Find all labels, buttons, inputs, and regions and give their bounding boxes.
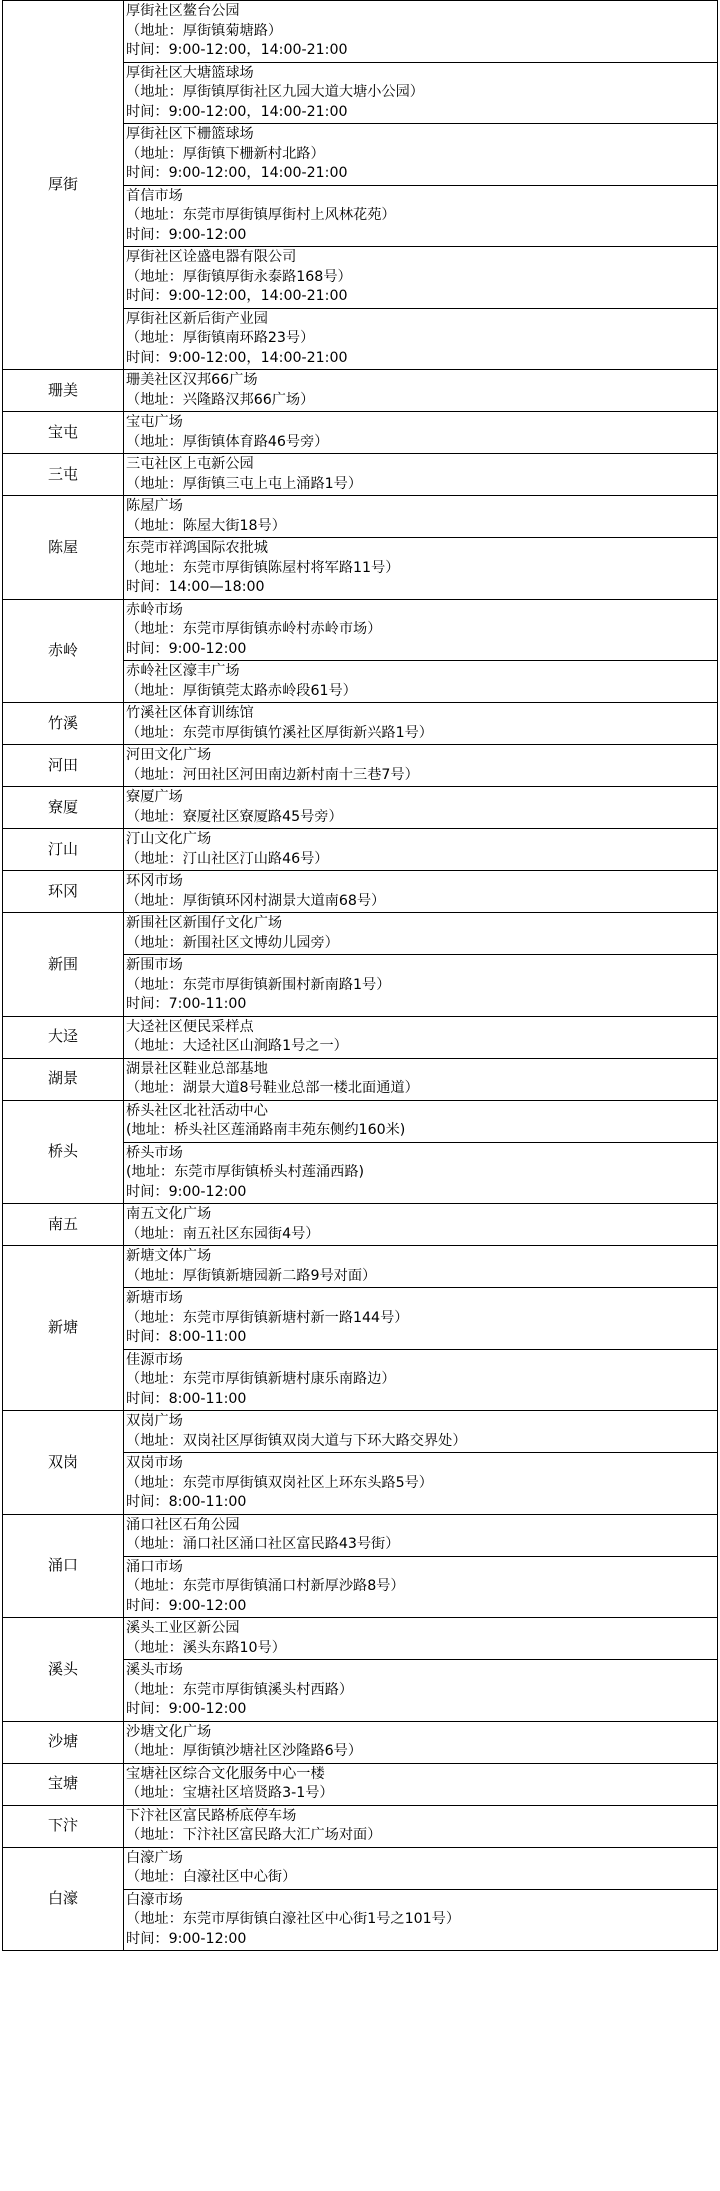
- region-cell: 汀山: [3, 829, 124, 871]
- site-name: 新塘市场: [126, 1290, 183, 1306]
- site-address: （地址：南五社区东园街4号）: [126, 1225, 320, 1242]
- site-cell: [124, 913, 718, 955]
- site-name: 南五文化广场: [126, 1206, 212, 1222]
- table-row: [3, 370, 718, 412]
- site-cell: [124, 62, 718, 124]
- site-cell: [124, 1, 718, 63]
- site-cell: [124, 124, 718, 186]
- site-address: （地址：溪头东路10号）: [126, 1639, 286, 1656]
- site-name: 寮厦广场: [126, 789, 183, 805]
- site-cell: [124, 1016, 718, 1058]
- site-hours: 时间：9:00-12:00: [126, 1597, 247, 1614]
- region-cell: 双岗: [3, 1411, 124, 1515]
- site-cell: [124, 1288, 718, 1350]
- site-name: 赤岭社区濠丰广场: [126, 663, 240, 679]
- table-row: [3, 1246, 718, 1288]
- site-cell: [124, 1100, 718, 1142]
- table-row: [3, 1514, 718, 1556]
- site-name: 涌口社区石角公园: [126, 1516, 240, 1533]
- site-address: （地址：厚街镇下栅新村北路）: [126, 145, 325, 162]
- site-address: （地址：厚街镇体育路46号旁）: [126, 433, 329, 450]
- table-row: [3, 1618, 718, 1660]
- site-address: （地址：厚街镇菊塘路）: [126, 22, 283, 39]
- site-name: 环冈市场: [126, 873, 183, 889]
- region-cell: 溪头: [3, 1618, 124, 1722]
- table-body: [3, 1, 718, 1951]
- site-address: （地址：东莞市厚街镇新围村新南路1号）: [126, 976, 391, 993]
- site-address: （地址：厚街镇厚街永泰路168号）: [126, 268, 352, 285]
- region-cell: 新塘: [3, 1246, 124, 1411]
- site-name: 溪头工业区新公园: [126, 1620, 240, 1636]
- site-name: 珊美社区汉邦66广场: [126, 372, 258, 388]
- site-address: （地址：双岗社区厚街镇双岗大道与下环大路交界处）: [126, 1432, 467, 1449]
- site-name: 陈屋广场: [126, 498, 183, 514]
- site-cell: [124, 1618, 718, 1660]
- site-name: 赤岭市场: [126, 601, 183, 618]
- site-address: (地址：桥头社区莲涌路南丰苑东侧约160米): [126, 1122, 406, 1138]
- site-address: （地址：东莞市厚街镇新塘村新一路144号）: [126, 1309, 409, 1326]
- site-name: 宝屯广场: [126, 414, 183, 430]
- site-cell: [124, 871, 718, 913]
- site-name: 三屯社区上屯新公园: [126, 456, 254, 472]
- site-cell: [124, 599, 718, 661]
- site-hours: 时间：8:00-11:00: [126, 1390, 247, 1407]
- site-address: （地址：东莞市厚街镇赤岭村赤岭市场）: [126, 621, 382, 637]
- site-name: 溪头市场: [126, 1662, 183, 1678]
- site-name: 厚街社区鳌台公园: [126, 3, 240, 19]
- region-cell: 下汴: [3, 1805, 124, 1847]
- table-row: [3, 1016, 718, 1058]
- region-cell: 珊美: [3, 370, 124, 412]
- site-name: 涌口市场: [126, 1558, 183, 1575]
- site-cell: [124, 370, 718, 412]
- site-address: （地址：涌口社区涌口社区富民路43号街）: [126, 1536, 400, 1552]
- region-cell: 三屯: [3, 454, 124, 496]
- site-cell: [124, 661, 718, 703]
- site-address: （地址：大迳社区山涧路1号之一）: [126, 1038, 348, 1054]
- site-hours: 时间：9:00-12:00，14:00-21:00: [126, 42, 348, 58]
- site-hours: 时间：9:00-12:00: [126, 1701, 247, 1717]
- site-cell: [124, 1805, 718, 1847]
- site-cell: [124, 745, 718, 787]
- site-cell: [124, 1660, 718, 1722]
- site-name: 首信市场: [126, 187, 183, 204]
- site-cell: [124, 185, 718, 247]
- site-address: （地址：陈屋大街18号）: [126, 517, 286, 534]
- site-address: （地址：河田社区河田南边新村南十三巷7号）: [126, 766, 419, 783]
- site-hours: 时间：9:00-12:00: [126, 1183, 247, 1200]
- table-row: [3, 496, 718, 538]
- site-address: （地址：白濠社区中心街）: [126, 1869, 297, 1885]
- site-cell: [124, 1058, 718, 1100]
- site-cell: [124, 1349, 718, 1411]
- table-row: [3, 1805, 718, 1847]
- site-cell: [124, 1204, 718, 1246]
- site-address: (地址：东莞市厚街镇桥头村莲涌西路): [126, 1164, 365, 1180]
- site-cell: [124, 247, 718, 309]
- site-cell: [124, 496, 718, 538]
- site-cell: [124, 787, 718, 829]
- site-hours: 时间：9:00-12:00: [126, 1930, 247, 1947]
- site-name: 湖景社区鞋业总部基地: [126, 1060, 268, 1077]
- site-cell: [124, 1142, 718, 1204]
- table-row: [3, 1411, 718, 1453]
- testing-sites-table: [2, 0, 718, 1951]
- site-address: （地址：新围社区文博幼儿园旁）: [126, 934, 339, 951]
- site-address: （地址：厚街镇厚街社区九园大道大塘小公园）: [126, 84, 424, 100]
- site-hours: 时间：9:00-12:00，14:00-21:00: [126, 288, 348, 304]
- site-hours: 时间：14:00—18:00: [126, 579, 265, 595]
- site-address: （地址：厚街镇沙塘社区沙隆路6号）: [126, 1743, 363, 1759]
- region-cell: 大迳: [3, 1016, 124, 1058]
- site-name: 竹溪社区体育训练馆: [126, 705, 254, 721]
- site-address: （地址：汀山社区汀山路46号）: [126, 850, 329, 867]
- region-cell: 厚街: [3, 1, 124, 370]
- site-name: 佳源市场: [126, 1351, 183, 1368]
- site-cell: [124, 538, 718, 600]
- site-address: （地址：厚街镇南环路23号）: [126, 330, 315, 346]
- site-name: 白濠广场: [126, 1849, 183, 1866]
- site-address: （地址：东莞市厚街镇白濠社区中心街1号之101号）: [126, 1911, 461, 1927]
- site-hours: 时间：9:00-12:00，14:00-21:00: [126, 103, 348, 120]
- site-name: 厚街社区新后街产业园: [126, 310, 268, 327]
- site-cell: [124, 412, 718, 454]
- table-row: [3, 412, 718, 454]
- region-cell: 宝屯: [3, 412, 124, 454]
- site-name: 厚街社区下栅篮球场: [126, 126, 254, 142]
- table-row: [3, 787, 718, 829]
- site-cell: [124, 1721, 718, 1763]
- table-row: [3, 1058, 718, 1100]
- site-cell: [124, 829, 718, 871]
- site-name: 东莞市祥鸿国际农批城: [126, 540, 268, 556]
- table-row: [3, 913, 718, 955]
- site-name: 双岗广场: [126, 1413, 183, 1429]
- site-hours: 时间：9:00-12:00: [126, 640, 247, 657]
- site-address: （地址：厚街镇莞太路赤岭段61号）: [126, 682, 357, 699]
- table-row: [3, 1, 718, 63]
- site-cell: [124, 955, 718, 1017]
- region-cell: 南五: [3, 1204, 124, 1246]
- region-cell: 寮厦: [3, 787, 124, 829]
- site-name: 宝塘社区综合文化服务中心一楼: [126, 1765, 325, 1782]
- site-address: （地址：东莞市厚街镇新塘村康乐南路边）: [126, 1371, 396, 1387]
- site-name: 双岗市场: [126, 1455, 183, 1471]
- region-cell: 宝塘: [3, 1763, 124, 1805]
- table-row: [3, 703, 718, 745]
- table-row: [3, 454, 718, 496]
- site-name: 新围社区新围仔文化广场: [126, 915, 283, 931]
- site-address: （地址：厚街镇环冈村湖景大道南68号）: [126, 892, 386, 909]
- region-cell: 赤岭: [3, 599, 124, 703]
- region-cell: 环冈: [3, 871, 124, 913]
- table-row: [3, 1847, 718, 1889]
- site-address: （地址：宝塘社区培贤路3-1号）: [126, 1785, 334, 1801]
- site-cell: [124, 703, 718, 745]
- region-cell: 沙塘: [3, 1721, 124, 1763]
- testing-sites-document: [2, 0, 718, 1951]
- region-cell: 竹溪: [3, 703, 124, 745]
- site-cell: [124, 1556, 718, 1618]
- table-row: [3, 1763, 718, 1805]
- site-cell: [124, 454, 718, 496]
- table-row: [3, 1721, 718, 1763]
- region-cell: 河田: [3, 745, 124, 787]
- region-cell: 涌口: [3, 1514, 124, 1618]
- site-address: （地址：厚街镇新塘园新二路9号对面）: [126, 1267, 377, 1284]
- site-address: （地址：厚街镇三屯上屯上涌路1号）: [126, 475, 363, 492]
- site-cell: [124, 1889, 718, 1951]
- site-address: （地址：东莞市厚街镇陈屋村将军路11号）: [126, 559, 400, 576]
- site-address: （地址：东莞市厚街镇竹溪社区厚街新兴路1号）: [126, 724, 433, 741]
- site-name: 沙塘文化广场: [126, 1723, 212, 1740]
- site-name: 汀山文化广场: [126, 831, 212, 847]
- site-address: （地址：东莞市厚街镇双岗社区上环东头路5号）: [126, 1474, 433, 1491]
- table-row: [3, 1204, 718, 1246]
- table-row: [3, 599, 718, 661]
- site-cell: [124, 1763, 718, 1805]
- site-cell: [124, 1514, 718, 1556]
- site-address: （地址：东莞市厚街镇厚街村上风林花苑）: [126, 207, 396, 223]
- site-hours: 时间：9:00-12:00: [126, 226, 247, 243]
- site-cell: [124, 1246, 718, 1288]
- table-row: [3, 829, 718, 871]
- region-cell: 新围: [3, 913, 124, 1017]
- site-cell: [124, 1411, 718, 1453]
- region-cell: 湖景: [3, 1058, 124, 1100]
- site-name: 厚街社区诠盛电器有限公司: [126, 249, 297, 265]
- site-address: （地址：湖景大道8号鞋业总部一楼北面通道）: [126, 1080, 419, 1096]
- site-name: 下汴社区富民路桥底停车场: [126, 1807, 297, 1824]
- region-cell: 白濠: [3, 1847, 124, 1951]
- table-row: [3, 871, 718, 913]
- site-address: （地址：下汴社区富民路大汇广场对面）: [126, 1827, 382, 1843]
- site-name: 桥头市场: [126, 1144, 183, 1161]
- site-address: （地址：兴隆路汉邦66广场）: [126, 391, 315, 408]
- site-address: （地址：寮厦社区寮厦路45号旁）: [126, 808, 343, 825]
- site-name: 厚街社区大塘篮球场: [126, 64, 254, 81]
- site-hours: 时间：8:00-11:00: [126, 1329, 247, 1345]
- region-cell: 陈屋: [3, 496, 124, 600]
- region-cell: 桥头: [3, 1100, 124, 1204]
- site-name: 桥头社区北社活动中心: [126, 1102, 268, 1119]
- site-hours: 时间：8:00-11:00: [126, 1494, 247, 1510]
- site-cell: [124, 1453, 718, 1515]
- site-name: 新塘文体广场: [126, 1248, 212, 1264]
- site-name: 大迳社区便民采样点: [126, 1018, 254, 1035]
- site-name: 新围市场: [126, 957, 183, 973]
- site-address: （地址：东莞市厚街镇涌口村新厚沙路8号）: [126, 1578, 405, 1594]
- site-name: 河田文化广场: [126, 747, 212, 763]
- site-hours: 时间：9:00-12:00，14:00-21:00: [126, 165, 348, 181]
- site-cell: [124, 308, 718, 370]
- site-hours: 时间：7:00-11:00: [126, 996, 247, 1012]
- site-address: （地址：东莞市厚街镇溪头村西路）: [126, 1681, 354, 1698]
- site-hours: 时间：9:00-12:00，14:00-21:00: [126, 349, 348, 366]
- table-row: [3, 745, 718, 787]
- table-row: [3, 1100, 718, 1142]
- site-name: 白濠市场: [126, 1891, 183, 1908]
- site-cell: [124, 1847, 718, 1889]
